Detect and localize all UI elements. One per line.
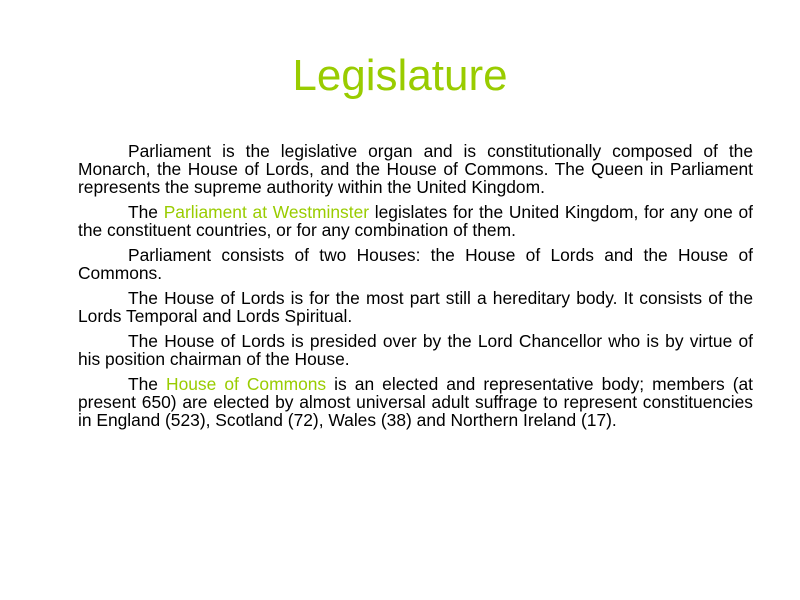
paragraph-house-of-commons [78,375,753,429]
paragraph-text-after: is an elected and representative body; members (at present 650) are elected by almost universal adult suffrage to represent constituencies in England (523), Scotland (72), Wales (38) and Northern Ireland (17). [78,374,753,430]
paragraph-text: The House of Lords is presided over by the Lord Chancellor who is by virtue of his position chairman of the House. [78,331,753,369]
slide-title: Legislature [292,51,508,100]
paragraph-composition [78,142,753,196]
paragraph-text: Parliament is the legislative organ and is constitutionally composed of the Monarch, the House of Lords, and the House of Commons. The Queen in Parliament represents the supreme authority within the United Kingdom. [78,141,753,197]
paragraph-text-before: The [128,374,167,394]
paragraph-house-of-lords [78,289,753,325]
paragraph-text: The House of Lords is for the most part still a hereditary body. It consists of the Lords Temporal and Lords Spiritual. [78,288,753,326]
paragraph-text: Parliament consists of two Houses: the House of Lords and the House of Commons. [78,245,753,283]
paragraph-text-after: legislates for the United Kingdom, for any one of the constituent countries, or for any combination of them. [78,202,753,240]
paragraph-two-houses [78,246,753,282]
link-house-of-commons[interactable]: House of Commons [166,374,327,394]
paragraph-text-before: The [128,202,164,222]
paragraph-lord-chancellor [78,332,753,368]
slide-body [78,142,753,436]
paragraph-westminster [78,203,753,239]
link-parliament-at-westminster[interactable]: Parliament at Westminster [163,202,370,222]
